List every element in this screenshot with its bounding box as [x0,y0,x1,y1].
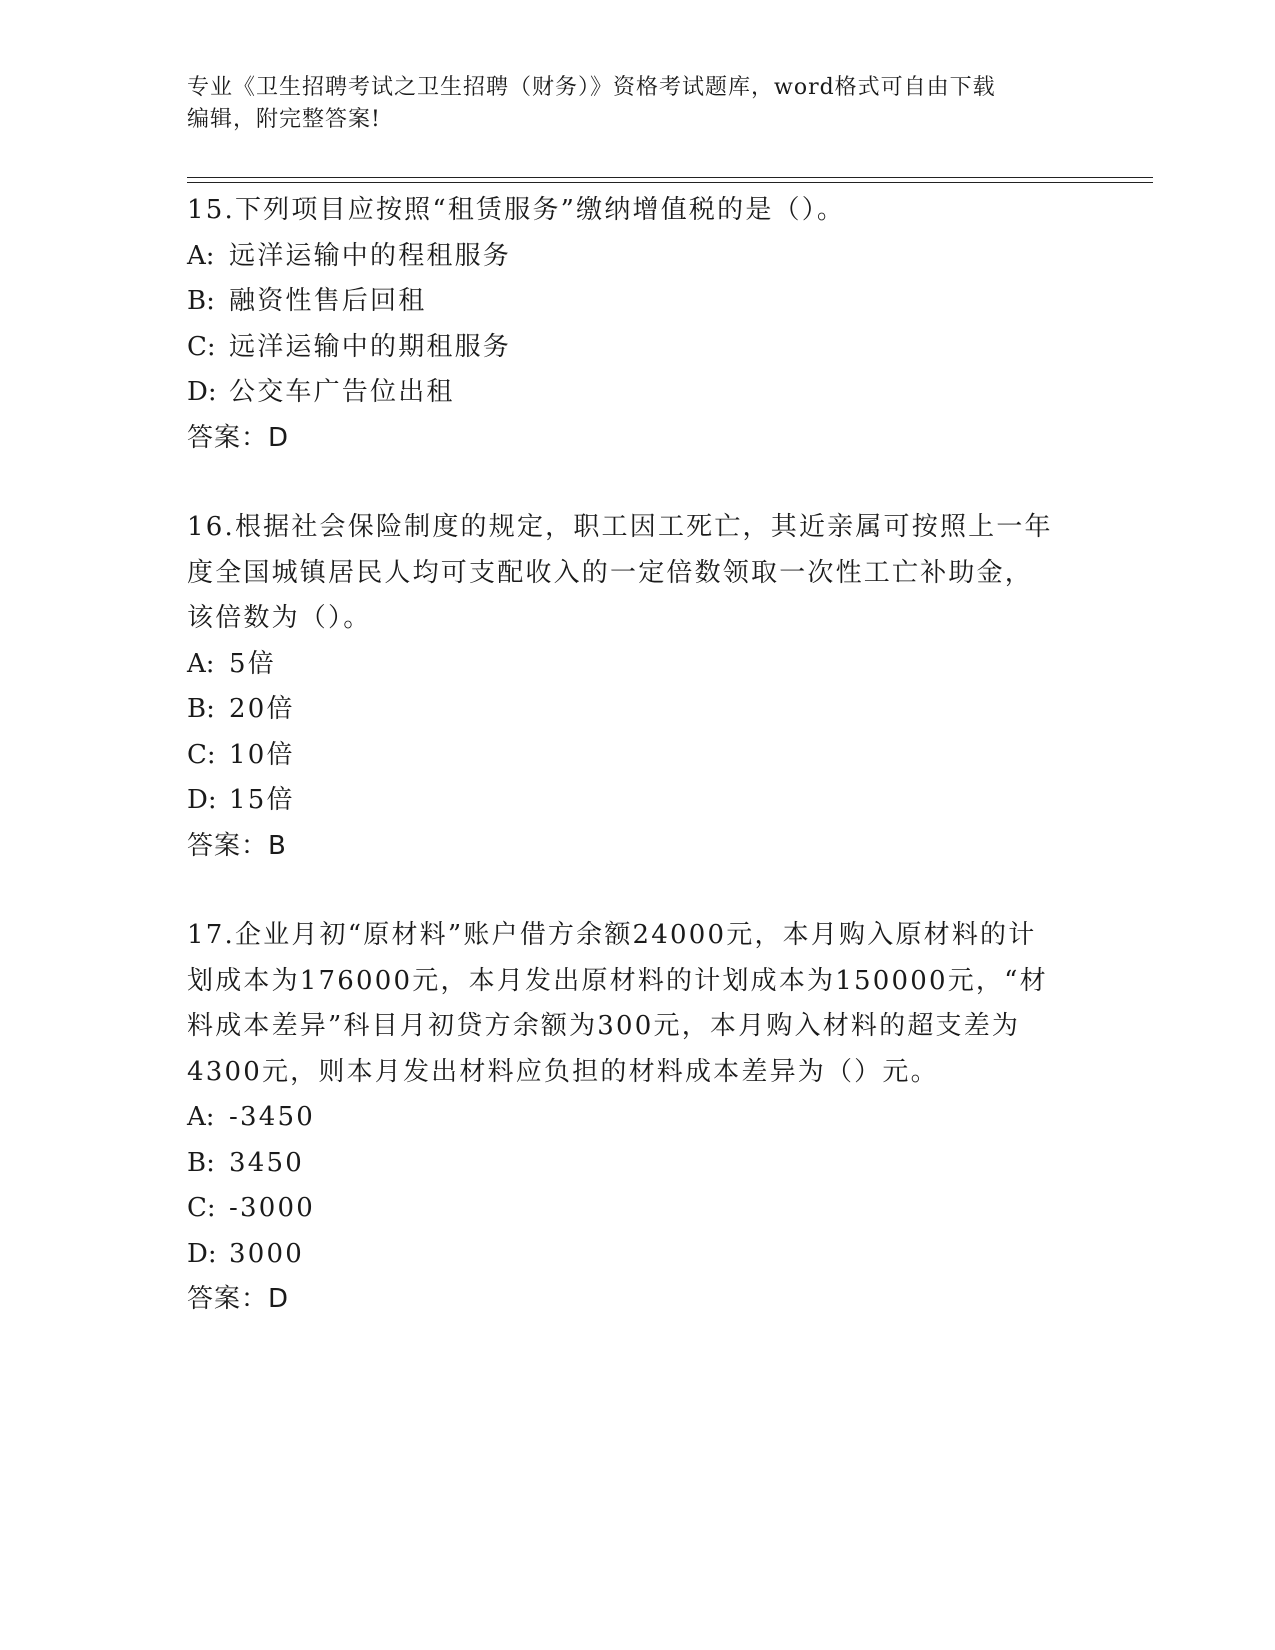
question-stem: 15.下列项目应按照“租赁服务”缴纳增值税的是（）。 [187,195,846,225]
answer-label: 答案：D [187,422,290,453]
option-text: 15倍 [229,785,295,815]
option-a [187,234,1087,280]
option-text: 融资性售后回租 [229,286,427,316]
option-key: A: [187,1102,215,1132]
question-stem-line-3: 料成本差异”科目月初贷方余额为300元，本月购入材料的超支差为 [187,1011,1021,1041]
option-c [187,1186,1087,1232]
question-15 [187,188,1087,461]
question-stem-line-2: 划成本为176000元，本月发出原材料的计划成本为150000元，“材 [187,965,1048,996]
option-key: A: [187,240,215,271]
option-b [187,1141,1087,1187]
option-b [187,279,1087,325]
question-stem-line-1: 16.根据社会保险制度的规定，职工因工死亡，其近亲属可按照上一年 [187,512,1053,542]
question-stem-line-2: 度全国城镇居民人均可支配收入的一定倍数领取一次性工亡补助金， [187,557,1034,588]
option-c [187,733,1087,779]
option-key: D: [187,785,217,815]
question-17 [187,913,1087,1323]
option-key: C: [187,331,216,362]
option-text: -3450 [229,1102,315,1132]
option-a [187,642,1087,688]
header-line-1: 专业《卫生招聘考试之卫生招聘（财务）》资格考试题库，word格式可自由下载 [187,75,996,100]
option-text: 远洋运输中的程租服务 [229,240,512,271]
option-d [187,370,1087,416]
option-key: B: [187,286,215,316]
option-text: 3000 [229,1238,304,1269]
header-divider-bottom [187,182,1153,183]
header-divider-top [187,177,1153,178]
option-text: 远洋运输中的期租服务 [229,331,512,362]
question-16 [187,505,1087,869]
option-text: 20倍 [229,694,295,724]
option-b [187,687,1087,733]
question-list [187,188,1087,1367]
option-key: D: [187,377,217,407]
option-text: 公交车广告位出租 [229,377,455,407]
option-key: A: [187,648,215,679]
option-text: 3450 [229,1147,304,1178]
header-line-2: 编辑，附完整答案! [187,107,381,132]
option-key: D: [187,1238,217,1269]
option-d [187,1232,1087,1278]
document-header [187,72,1087,136]
option-c [187,325,1087,371]
answer-label: 答案：D [187,1284,290,1314]
option-key: C: [187,1193,216,1223]
option-key: C: [187,739,216,770]
option-a [187,1095,1087,1141]
option-text: 5倍 [229,648,276,679]
option-key: B: [187,1147,215,1178]
answer-label: 答案：B [187,830,287,861]
question-stem-line-4: 4300元，则本月发出材料应负担的材料成本差异为（）元。 [187,1056,939,1087]
option-key: B: [187,694,215,724]
question-stem-line-3: 该倍数为（）。 [187,603,372,633]
option-d [187,778,1087,824]
question-stem-line-1: 17.企业月初“原材料”账户借方余额24000元，本月购入原材料的计 [187,920,1037,950]
option-text: 10倍 [229,739,295,770]
option-text: -3000 [229,1193,315,1223]
